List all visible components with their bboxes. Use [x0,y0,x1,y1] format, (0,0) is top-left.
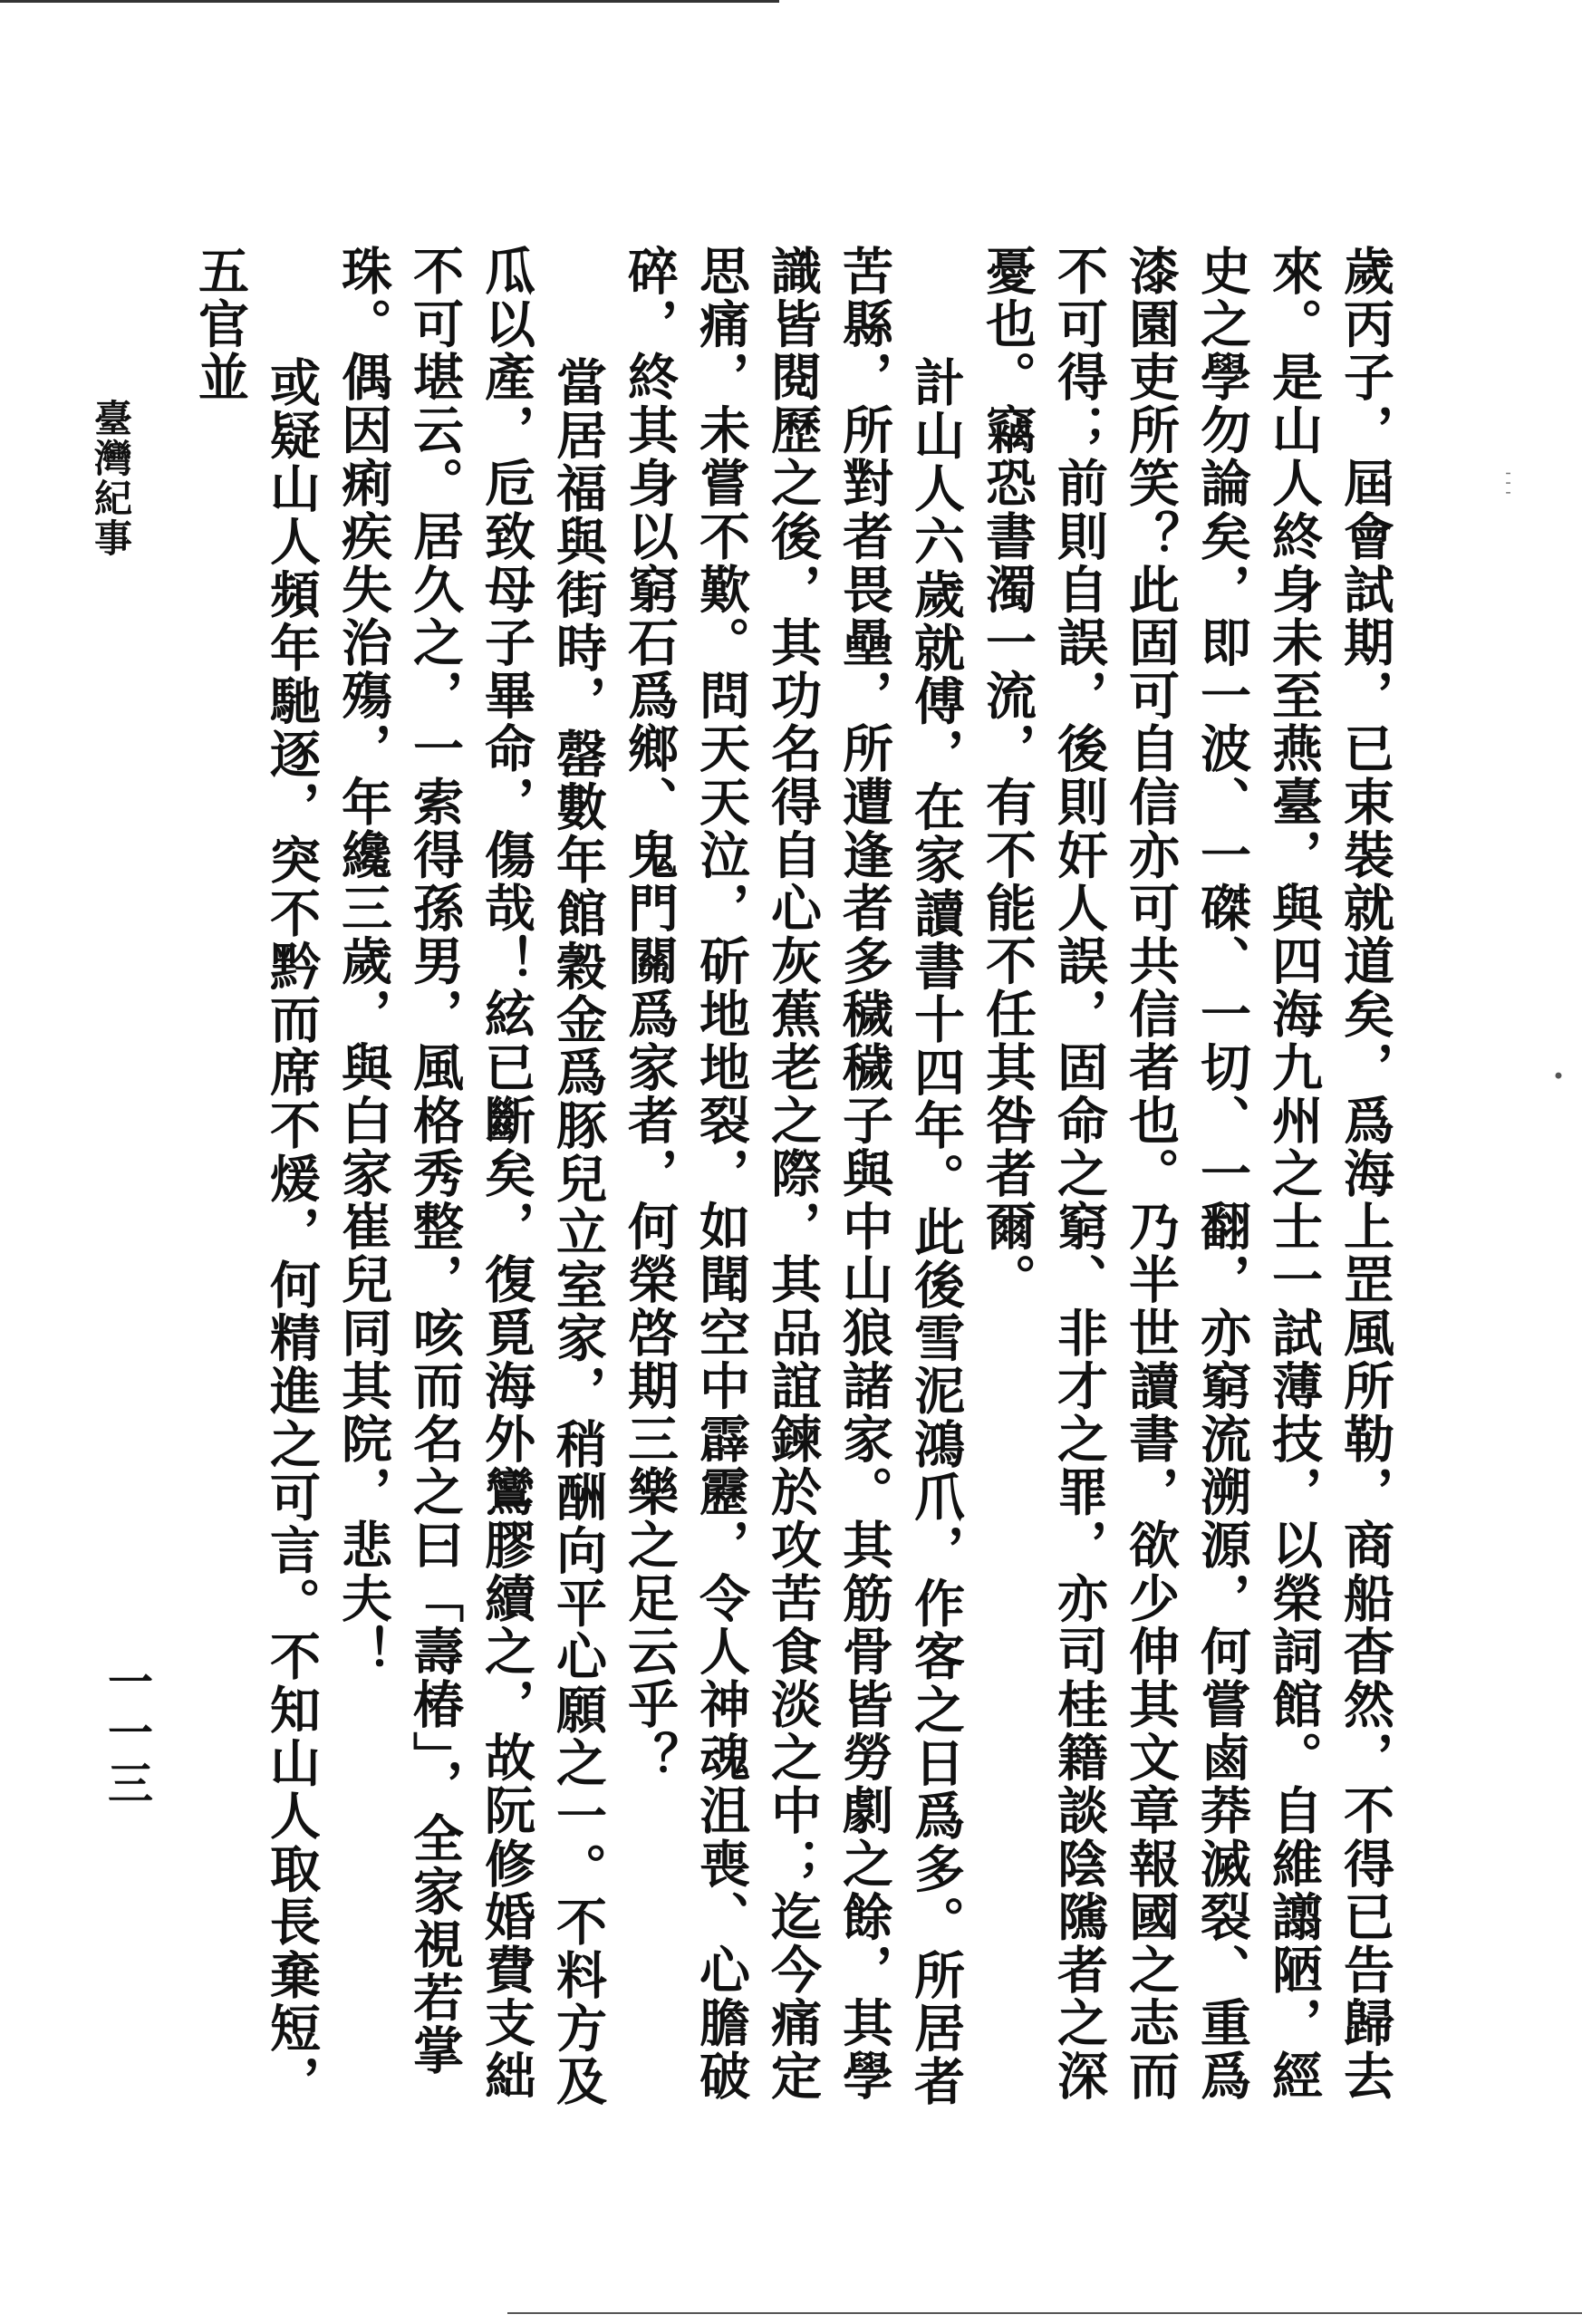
bottom-scan-edge [507,2312,1582,2314]
scan-marks-margin: • [1545,1069,1570,1083]
running-title: 臺灣紀事 [89,399,133,558]
body-text [190,245,1401,2138]
page-number: 一一三 [101,1658,154,1810]
paragraph: 計山人六歲就傅，在家讀書十四年。此後雪泥鴻爪，作客之日爲多。所居者苦縣，所對者畏壘，所遭逢者多穢穢子與中山狼諸家。其筋骨皆勞劇之餘，其學識皆閱歷之後，其功名得自心灰蕉老之際，其品誼鍊於攻苦食淡之中；迄今痛定思痛，未嘗不歎。問天天泣，斫地地裂，如聞空中霹靂，令人神魂沮喪、心膽破碎，終其身以窮石爲鄉、鬼門關爲家者，何榮啓期三樂之足云乎？ [620,245,966,2108]
scan-marks: ' ' ' [1494,471,1513,496]
paragraph: 歲丙子，屆會試期，已束裝就道矣，爲海上罡風所勒，商船杳然，不得已告歸去來。是山人終身未至燕臺，與四海九州之士一試薄技，以榮詞館。自維譾陋，經史之學勿論矣，即一波、一磔、一切、一翻，亦窮流溯源，何嘗鹵莽滅裂、重爲漆園吏所笑？此固可自信亦可共信者也。乃半世讀書，欲少伸其文章報國之志而不可得；前則自誤，後則奸人誤，固命之窮、非才之罪，亦司桂籍談陰隲者之深憂也。竊恐書濁一流，有不能不任其咎者爾。 [978,245,1395,2103]
paragraph: 或疑山人頻年馳逐，突不黔而席不煖，何精進之可言。不知山人取長棄短，五官並 [190,245,322,2108]
top-scan-edge [0,0,779,3]
paragraph: 當居福與街時，罄數年館穀金爲豚兒立室家，稍酬向平心願之一。不料方及瓜以產，卮致母子畢命，傷哉！絃已斷矣，復覓海外鸞膠續之，故阮修婚費支絀不可堪云。居久之，一索得孫男，風格秀整，咳而名之曰「壽椿」，全家視若掌珠。偶因痢疾失治殤，年纔三歲，與白家崔兒同其院，悲夫！ [333,245,608,2108]
